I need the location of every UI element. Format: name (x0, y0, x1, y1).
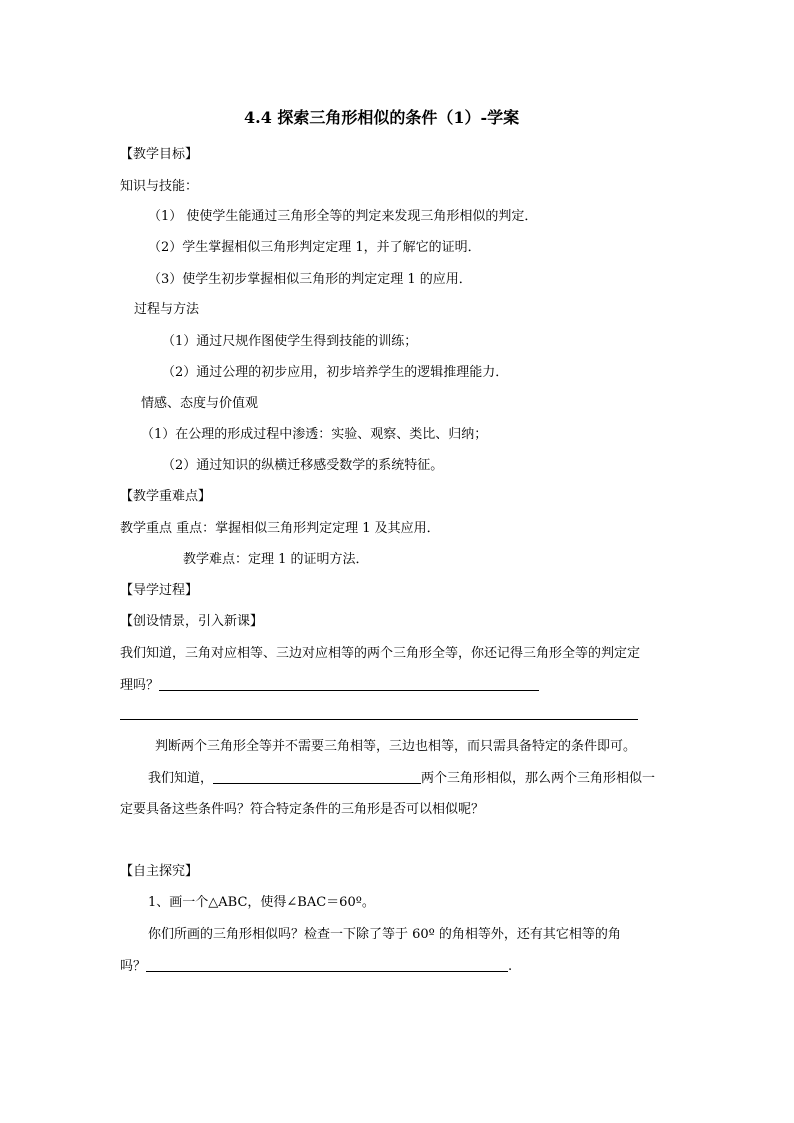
section-heading-objectives: 【教学目标】 (120, 147, 199, 162)
exercise-1-question-line-1: 你们所画的三角形相似吗？检查一下除了等于 60º 的角相等外，还有其它相等的角 (148, 927, 621, 942)
answer-blank-4[interactable] (146, 957, 508, 972)
intro-paragraph-line-1: 我们知道，三角对应相等、三边对应相等的两个三角形全等，你还记得三角形全等的判定定 (120, 646, 641, 661)
intro-question-text: 理吗？ (120, 678, 160, 693)
answer-blank-3[interactable] (213, 769, 421, 784)
subsection-heading-intro: 【创设情景，引入新课】 (120, 614, 264, 629)
subheading-knowledge: 知识与技能： (120, 179, 199, 194)
exercise-1: 1、画一个△ABC，使得∠BAC＝60º。 (148, 895, 375, 910)
paragraph-similarity-line-2: 定要具备这些条件吗？符合特定条件的三角形是否可以相似呢？ (120, 802, 485, 817)
knowledge-item-3: （3）使学生初步掌握相似三角形的判定定理 1 的应用． (148, 272, 472, 287)
page-title: 4.4 探索三角形相似的条件（1）-学案 (244, 108, 520, 127)
answer-blank-1[interactable] (159, 676, 539, 691)
section-heading-explore: 【自主探究】 (120, 864, 199, 879)
knowledge-item-1: （1） 使使学生能通过三角形全等的判定来发现三角形相似的判定． (148, 209, 538, 224)
answer-blank-line-2[interactable] (120, 719, 638, 720)
paragraph-similarity-line-1 (148, 769, 655, 788)
process-item-2: （2）通过公理的初步应用，初步培养学生的逻辑推理能力． (162, 365, 509, 380)
section-heading-process: 【导学过程】 (120, 583, 199, 598)
intro-paragraph-line-2 (120, 676, 539, 695)
answer-blank-4-period: . (508, 959, 513, 974)
similarity-lead-text: 我们知道， (148, 771, 214, 786)
subheading-attitude: 情感、态度与价值观 (141, 396, 259, 411)
similarity-follow-text: 两个三角形相似，那么两个三角形相似一 (421, 771, 656, 786)
exercise-1-question-end: 吗？ (120, 959, 147, 974)
subheading-process: 过程与方法 (134, 302, 200, 317)
knowledge-item-2: （2）学生掌握相似三角形判定定理 1，并了解它的证明． (148, 240, 481, 255)
difficulty-line: 教学难点：定理 1 的证明方法． (183, 552, 369, 567)
paragraph-congruence: 判断两个三角形全等并不需要三角相等，三边也相等，而只需具备特定的条件即可。 (155, 739, 637, 754)
key-point-line: 教学重点 重点：掌握相似三角形判定定理 1 及其应用． (120, 521, 440, 536)
exercise-1-question-line-2 (120, 957, 512, 976)
attitude-item-2: （2）通过知识的纵横迁移感受数学的系统特征。 (162, 458, 444, 473)
section-heading-key-points: 【教学重难点】 (120, 489, 212, 504)
process-item-1: （1）通过尺规作图使学生得到技能的训练； (162, 334, 418, 349)
attitude-item-1: （1）在公理的形成过程中渗透：实验、观察、类比、归纳； (141, 427, 488, 442)
